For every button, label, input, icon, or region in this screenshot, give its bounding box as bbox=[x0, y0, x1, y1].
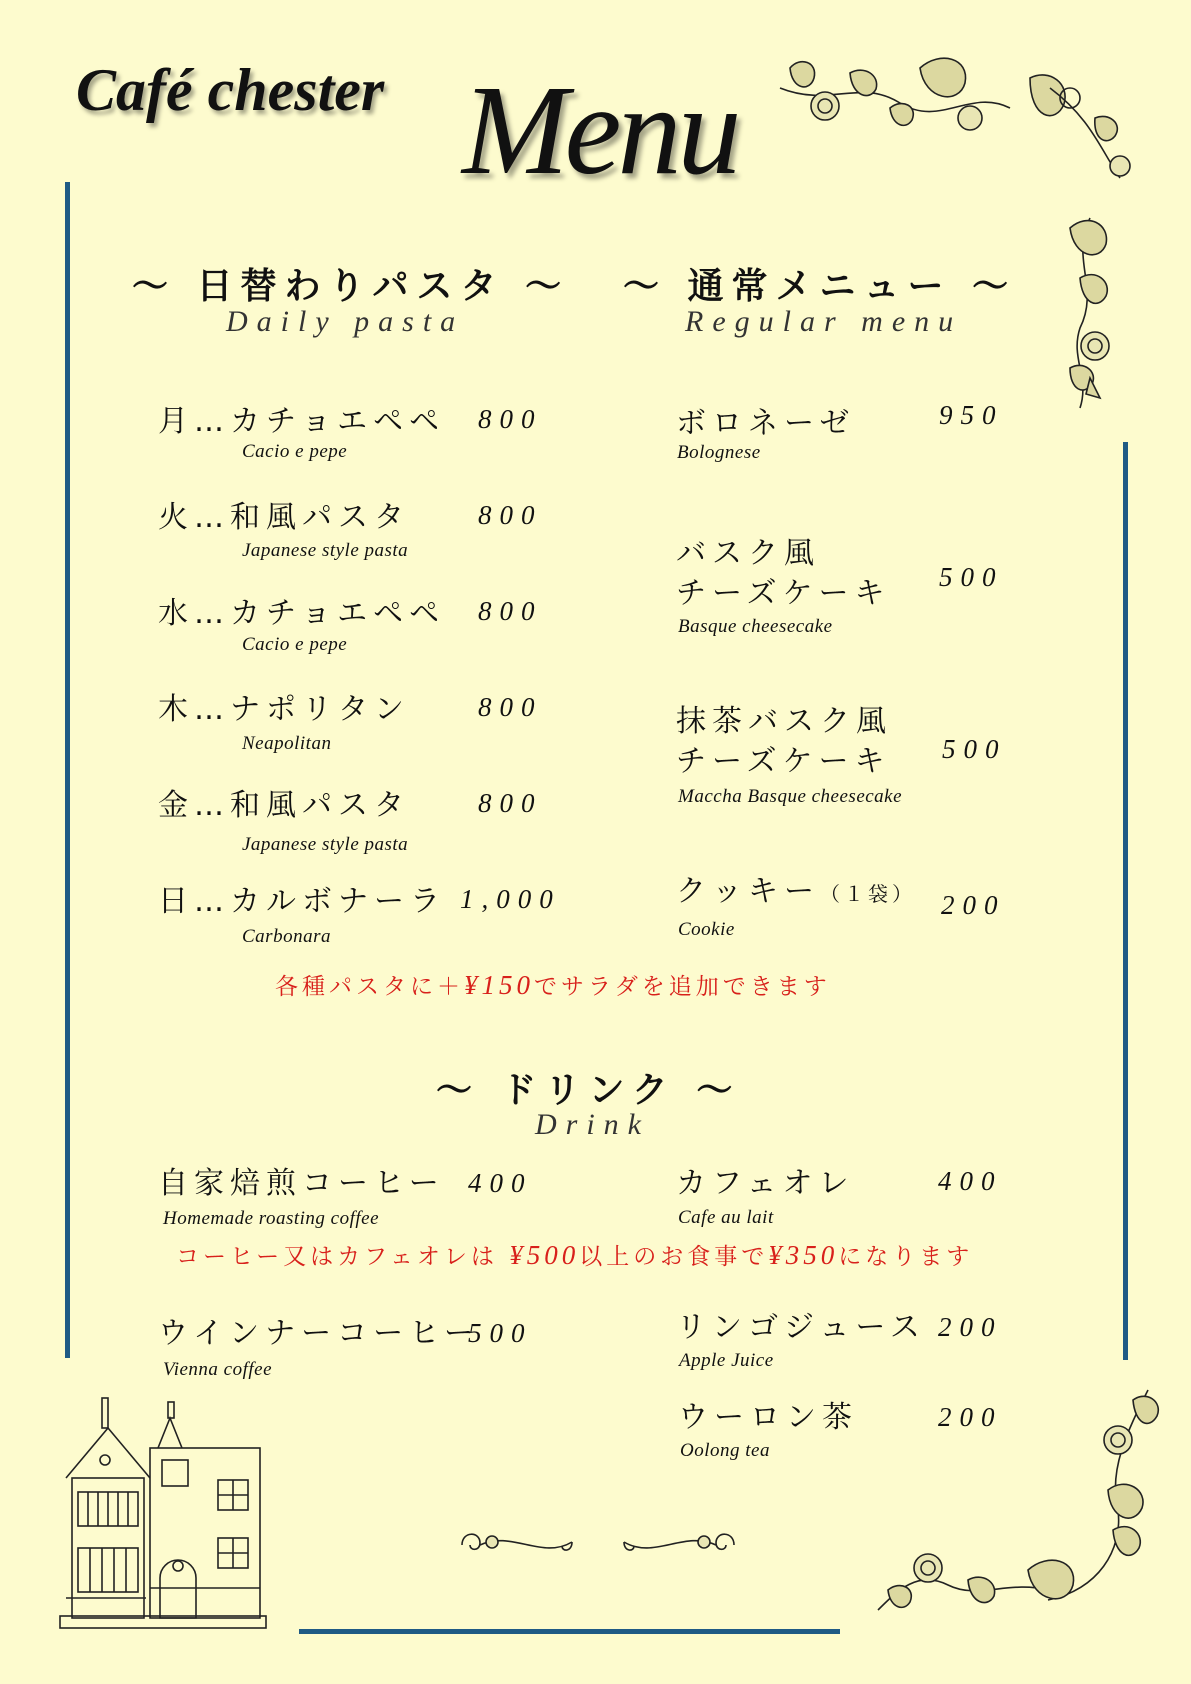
regular-item-name: ボロネーゼ bbox=[676, 406, 856, 441]
cookie-name: クッキー bbox=[676, 874, 820, 909]
house-illustration bbox=[58, 1388, 268, 1634]
regular-item-name-line2: チーズケーキ bbox=[676, 576, 891, 611]
coffee-note-discount-price: ¥350 bbox=[768, 1240, 839, 1270]
daily-pasta-subheading: Daily pasta bbox=[226, 305, 465, 338]
drink-item-name: リンゴジュース bbox=[676, 1310, 926, 1345]
daily-item-name: 月…カチョエペペ bbox=[158, 404, 446, 439]
salad-note bbox=[275, 968, 831, 1001]
regular-item-price: 200 bbox=[941, 890, 1006, 920]
floral-corner-ornament bbox=[868, 1390, 1168, 1630]
daily-item-price: 1,000 bbox=[460, 884, 561, 914]
daily-item-name: 木…ナポリタン bbox=[158, 692, 410, 727]
drink-item-price: 500 bbox=[468, 1318, 533, 1348]
daily-item-name: 水…カチョエペペ bbox=[158, 596, 446, 631]
drink-item-english: Vienna coffee bbox=[163, 1359, 273, 1380]
regular-item-english: Bolognese bbox=[677, 442, 761, 463]
drink-item-price: 200 bbox=[938, 1312, 1003, 1342]
left-border-line bbox=[65, 182, 70, 1358]
daily-item-english: Cacio e pepe bbox=[242, 634, 348, 655]
daily-item-english: Carbonara bbox=[242, 926, 331, 947]
coffee-note-text-mid: 以上のお食事で bbox=[579, 1244, 769, 1270]
regular-item-price: 500 bbox=[942, 734, 1007, 764]
regular-item-english: Basque cheesecake bbox=[678, 616, 833, 637]
daily-item-english: Cacio e pepe bbox=[242, 441, 348, 462]
drink-item-name: カフェオレ bbox=[676, 1166, 855, 1201]
drink-item-english: Oolong tea bbox=[680, 1440, 770, 1461]
floral-corner-ornament bbox=[770, 48, 1170, 418]
daily-item-price: 800 bbox=[478, 500, 543, 530]
drink-subheading: Drink bbox=[535, 1108, 650, 1141]
coffee-note-text-end: になります bbox=[838, 1244, 974, 1270]
bottom-border-line bbox=[299, 1629, 840, 1634]
coffee-note bbox=[176, 1238, 973, 1271]
salad-note-text: 各種パスタに＋ bbox=[275, 974, 464, 1000]
daily-item-name: 金…和風パスタ bbox=[158, 788, 410, 823]
drink-item-price: 200 bbox=[938, 1402, 1003, 1432]
daily-item-english: Japanese style pasta bbox=[242, 540, 409, 561]
scroll-ornament bbox=[452, 1520, 744, 1566]
regular-menu-subheading: Regular menu bbox=[685, 305, 963, 338]
daily-item-price: 800 bbox=[478, 788, 543, 818]
daily-item-name: 火…和風パスタ bbox=[158, 500, 410, 535]
cookie-quantity: （１袋） bbox=[820, 882, 916, 906]
regular-item-name: 抹茶バスク風 bbox=[676, 704, 892, 739]
drink-item-price: 400 bbox=[938, 1166, 1003, 1196]
salad-note-text-end: でサラダを追加できます bbox=[534, 974, 831, 1000]
daily-item-price: 800 bbox=[478, 596, 543, 626]
regular-item-name-line2: チーズケーキ bbox=[676, 744, 891, 779]
drink-item-english: Apple Juice bbox=[679, 1350, 774, 1371]
coffee-note-text: コーヒー又はカフェオレは bbox=[176, 1244, 510, 1270]
right-border-line bbox=[1123, 442, 1128, 1360]
regular-menu-heading: ～ 通常メニュー ～ bbox=[623, 266, 1017, 307]
daily-pasta-heading: ～ 日替わりパスタ ～ bbox=[132, 266, 570, 307]
regular-item-price: 950 bbox=[939, 400, 1004, 430]
regular-item-name bbox=[676, 872, 916, 914]
drink-item-name: ウーロン茶 bbox=[678, 1400, 858, 1435]
drink-item-name: ウインナーコーヒー bbox=[158, 1316, 480, 1351]
drink-item-name: 自家焙煎コーヒー bbox=[158, 1166, 445, 1201]
daily-item-price: 800 bbox=[478, 692, 543, 722]
regular-item-english: Cookie bbox=[678, 919, 735, 940]
brand-name: Café chester bbox=[76, 57, 385, 123]
daily-item-price: 800 bbox=[478, 404, 543, 434]
drink-item-english: Homemade roasting coffee bbox=[163, 1208, 380, 1229]
salad-note-price: ¥150 bbox=[464, 970, 534, 1000]
drink-item-price: 400 bbox=[468, 1168, 533, 1198]
daily-item-name: 日…カルボナーラ bbox=[158, 884, 446, 919]
drink-item-english: Cafe au lait bbox=[678, 1207, 774, 1228]
regular-item-price: 500 bbox=[939, 562, 1004, 592]
menu-title: Menu bbox=[462, 59, 738, 201]
daily-item-english: Japanese style pasta bbox=[242, 834, 409, 855]
regular-item-english: Maccha Basque cheesecake bbox=[678, 786, 903, 807]
regular-item-name: バスク風 bbox=[676, 536, 820, 571]
drink-heading: ～ ドリンク ～ bbox=[436, 1070, 741, 1111]
coffee-note-min-price: ¥500 bbox=[509, 1240, 580, 1270]
daily-item-english: Neapolitan bbox=[242, 733, 332, 754]
